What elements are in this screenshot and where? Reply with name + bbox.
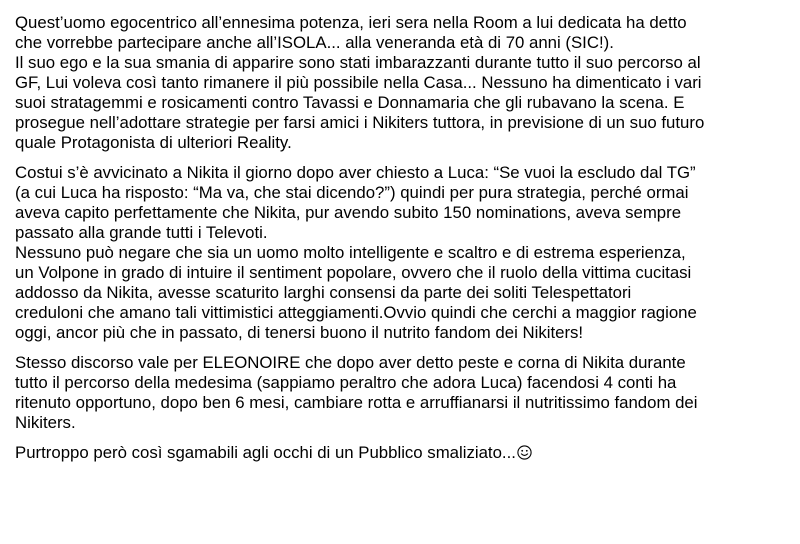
text-line: Nessuno può negare che sia un uomo molto intelligente e scaltro e di estrema esperienza, [15, 243, 686, 262]
paragraph-1 [15, 13, 790, 153]
text-line: creduloni che amano tali vittimistici atteggiamenti.Ovvio quindi che cerchi a maggior ragione [15, 303, 697, 322]
text-line: quale Protagonista di ulteriori Reality. [15, 133, 292, 152]
text-line: addosso da Nikita, avesse scaturito larghi consensi da parte dei soliti Telespettatori [15, 283, 632, 302]
text-line: che vorrebbe partecipare anche all’ISOLA... alla veneranda età di 70 anni (SIC!). [15, 33, 614, 52]
document-body [15, 13, 790, 473]
text-line: Il suo ego e la sua smania di apparire sono stati imbarazzanti durante tutto il suo percorso al [15, 53, 701, 72]
paragraph-4 [15, 443, 790, 463]
text-line: prosegue nell’adottare strategie per farsi amici i Nikiters tuttora, in previsione di un suo futuro [15, 113, 705, 132]
text-line: GF, Lui voleva così tanto rimanere il più possibile nella Casa... Nessuno ha dimenticato i vari [15, 73, 702, 92]
text-line: suoi stratagemmi e rosicamenti contro Tavassi e Donnamaria che gli rubavano la scena. E [15, 93, 685, 112]
text-line: Nikiters. [15, 413, 76, 432]
paragraph-2 [15, 163, 790, 343]
text-line: Costui s’è avvicinato a Nikita il giorno dopo aver chiesto a Luca: “Se vuoi la escludo dal TG” [15, 163, 696, 182]
text-line: un Volpone in grado di intuire il sentiment popolare, ovvero che il ruolo della vittima cucitasi [15, 263, 692, 282]
closing-line [15, 443, 790, 463]
text-line: Purtroppo però così sgamabili agli occhi di un Pubblico smaliziato... [15, 443, 516, 462]
text-line: Stesso discorso vale per ELEONOIRE che dopo aver detto peste e corna di Nikita durante [15, 353, 686, 372]
text-line: oggi, ancor più che in passato, di tenersi buono il nutrito fandom dei Nikiters! [15, 323, 584, 342]
smiley-face-icon [517, 445, 532, 460]
text-line: Quest’uomo egocentrico all’ennesima potenza, ieri sera nella Room a lui dedicata ha detto [15, 13, 687, 32]
text-line: ritenuto opportuno, dopo ben 6 mesi, cambiare rotta e arruffianarsi il nutritissimo fandom dei [15, 393, 698, 412]
paragraph-3 [15, 353, 790, 433]
text-line: (a cui Luca ha risposto: “Ma va, che stai dicendo?”) quindi per pura strategia, perché ormai [15, 183, 689, 202]
text-line: aveva capito perfettamente che Nikita, pur avendo subito 150 nominations, aveva sempre [15, 203, 682, 222]
text-line: passato alla grande tutti i Televoti. [15, 223, 268, 242]
text-line: tutto il percorso della medesima (sappiamo peraltro che adora Luca) facendosi 4 conti ha [15, 373, 677, 392]
